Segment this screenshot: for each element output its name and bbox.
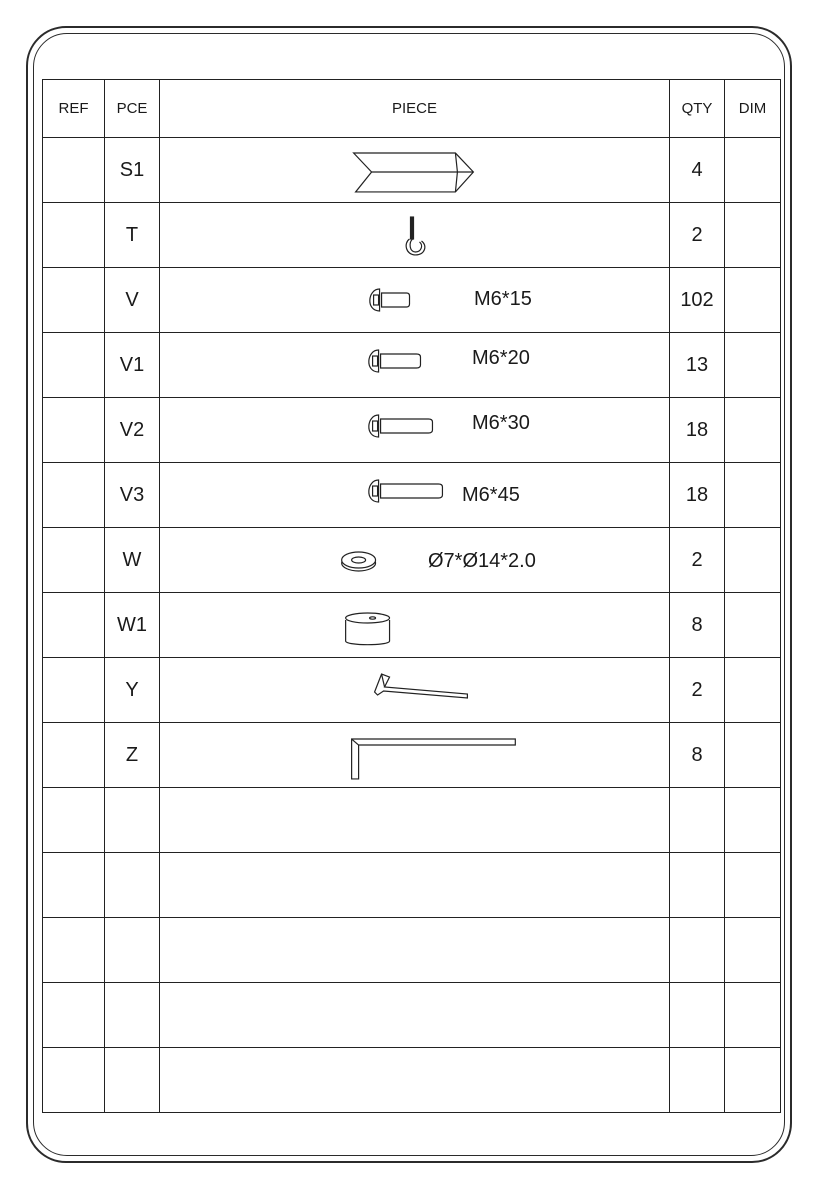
- table-row: [43, 723, 781, 788]
- bolt-icon: [160, 463, 669, 527]
- table-row: [43, 528, 781, 593]
- washer-icon: [160, 528, 669, 592]
- qty-cell: 4: [670, 138, 725, 203]
- piece-spec: Ø7*Ø14*2.0: [428, 550, 536, 572]
- ref-cell: [43, 138, 105, 203]
- qty-cell: 102: [670, 268, 725, 333]
- ref-cell: [43, 203, 105, 268]
- qty-cell: 2: [670, 203, 725, 268]
- table-row: [43, 1048, 781, 1113]
- pce-cell: V3: [105, 463, 160, 528]
- qty-cell: 13: [670, 333, 725, 398]
- qty-cell: 2: [670, 658, 725, 723]
- dim-cell: [725, 463, 781, 528]
- pce-cell: [105, 1048, 160, 1113]
- qty-cell: [670, 983, 725, 1048]
- table-row: [43, 658, 781, 723]
- qty-cell: [670, 1048, 725, 1113]
- dim-cell: [725, 203, 781, 268]
- allen-key-icon: [160, 723, 669, 787]
- ref-cell: [43, 463, 105, 528]
- bolt-icon: [160, 398, 669, 462]
- header-pce: PCE: [105, 80, 160, 138]
- pce-cell: T: [105, 203, 160, 268]
- piece-cell: [160, 983, 670, 1048]
- qty-cell: 18: [670, 463, 725, 528]
- table-row: [43, 138, 781, 203]
- ref-cell: [43, 723, 105, 788]
- table-row: [43, 203, 781, 268]
- dim-cell: [725, 788, 781, 853]
- ref-cell: [43, 593, 105, 658]
- dim-cell: [725, 333, 781, 398]
- dim-cell: [725, 983, 781, 1048]
- piece-cell: [160, 918, 670, 983]
- piece-cell: [160, 203, 670, 268]
- dim-cell: [725, 658, 781, 723]
- pce-cell: V1: [105, 333, 160, 398]
- piece-cell: [160, 853, 670, 918]
- table-row: [43, 268, 781, 333]
- piece-cell: [160, 528, 670, 593]
- piece-cell: [160, 1048, 670, 1113]
- dim-cell: [725, 593, 781, 658]
- piece-cell: [160, 268, 670, 333]
- ref-cell: [43, 983, 105, 1048]
- piece-cell: [160, 788, 670, 853]
- table-row: [43, 853, 781, 918]
- piece-cell: [160, 463, 670, 528]
- pce-cell: V2: [105, 398, 160, 463]
- ref-cell: [43, 853, 105, 918]
- piece-spec: M6*30: [472, 412, 530, 434]
- dim-cell: [725, 138, 781, 203]
- pce-cell: V: [105, 268, 160, 333]
- ref-cell: [43, 528, 105, 593]
- table-row: [43, 398, 781, 463]
- pce-cell: [105, 918, 160, 983]
- dim-cell: [725, 268, 781, 333]
- angle-bar-icon: [160, 138, 669, 202]
- qty-cell: [670, 853, 725, 918]
- ref-cell: [43, 398, 105, 463]
- dim-cell: [725, 1048, 781, 1113]
- qty-cell: 18: [670, 398, 725, 463]
- piece-spec: M6*20: [472, 347, 530, 369]
- dim-cell: [725, 528, 781, 593]
- table-row: [43, 983, 781, 1048]
- piece-cell: [160, 333, 670, 398]
- ref-cell: [43, 1048, 105, 1113]
- qty-cell: [670, 788, 725, 853]
- hook-icon: [160, 203, 669, 267]
- ref-cell: [43, 333, 105, 398]
- pce-cell: W: [105, 528, 160, 593]
- qty-cell: 8: [670, 723, 725, 788]
- piece-cell: [160, 593, 670, 658]
- table-row: [43, 593, 781, 658]
- bolt-icon: [160, 268, 669, 332]
- header-dim: DIM: [725, 80, 781, 138]
- pce-cell: [105, 788, 160, 853]
- header-piece: PIECE: [160, 80, 670, 138]
- spacer-icon: [160, 593, 669, 657]
- table-row: [43, 463, 781, 528]
- dim-cell: [725, 723, 781, 788]
- piece-cell: [160, 658, 670, 723]
- allen-key-icon: [160, 658, 669, 722]
- pce-cell: S1: [105, 138, 160, 203]
- dim-cell: [725, 918, 781, 983]
- qty-cell: [670, 918, 725, 983]
- header-qty: QTY: [670, 80, 725, 138]
- parts-table: [42, 79, 781, 1113]
- header-row: [43, 80, 781, 138]
- bolt-icon: [160, 333, 669, 397]
- ref-cell: [43, 268, 105, 333]
- header-ref: REF: [43, 80, 105, 138]
- qty-cell: 8: [670, 593, 725, 658]
- piece-spec: M6*15: [474, 288, 532, 310]
- ref-cell: [43, 788, 105, 853]
- table-row: [43, 788, 781, 853]
- ref-cell: [43, 918, 105, 983]
- pce-cell: Y: [105, 658, 160, 723]
- pce-cell: W1: [105, 593, 160, 658]
- pce-cell: [105, 853, 160, 918]
- ref-cell: [43, 658, 105, 723]
- dim-cell: [725, 853, 781, 918]
- piece-cell: [160, 398, 670, 463]
- table-row: [43, 333, 781, 398]
- piece-spec: M6*45: [462, 484, 520, 506]
- pce-cell: [105, 983, 160, 1048]
- piece-cell: [160, 723, 670, 788]
- qty-cell: 2: [670, 528, 725, 593]
- dim-cell: [725, 398, 781, 463]
- table-row: [43, 918, 781, 983]
- piece-cell: [160, 138, 670, 203]
- pce-cell: Z: [105, 723, 160, 788]
